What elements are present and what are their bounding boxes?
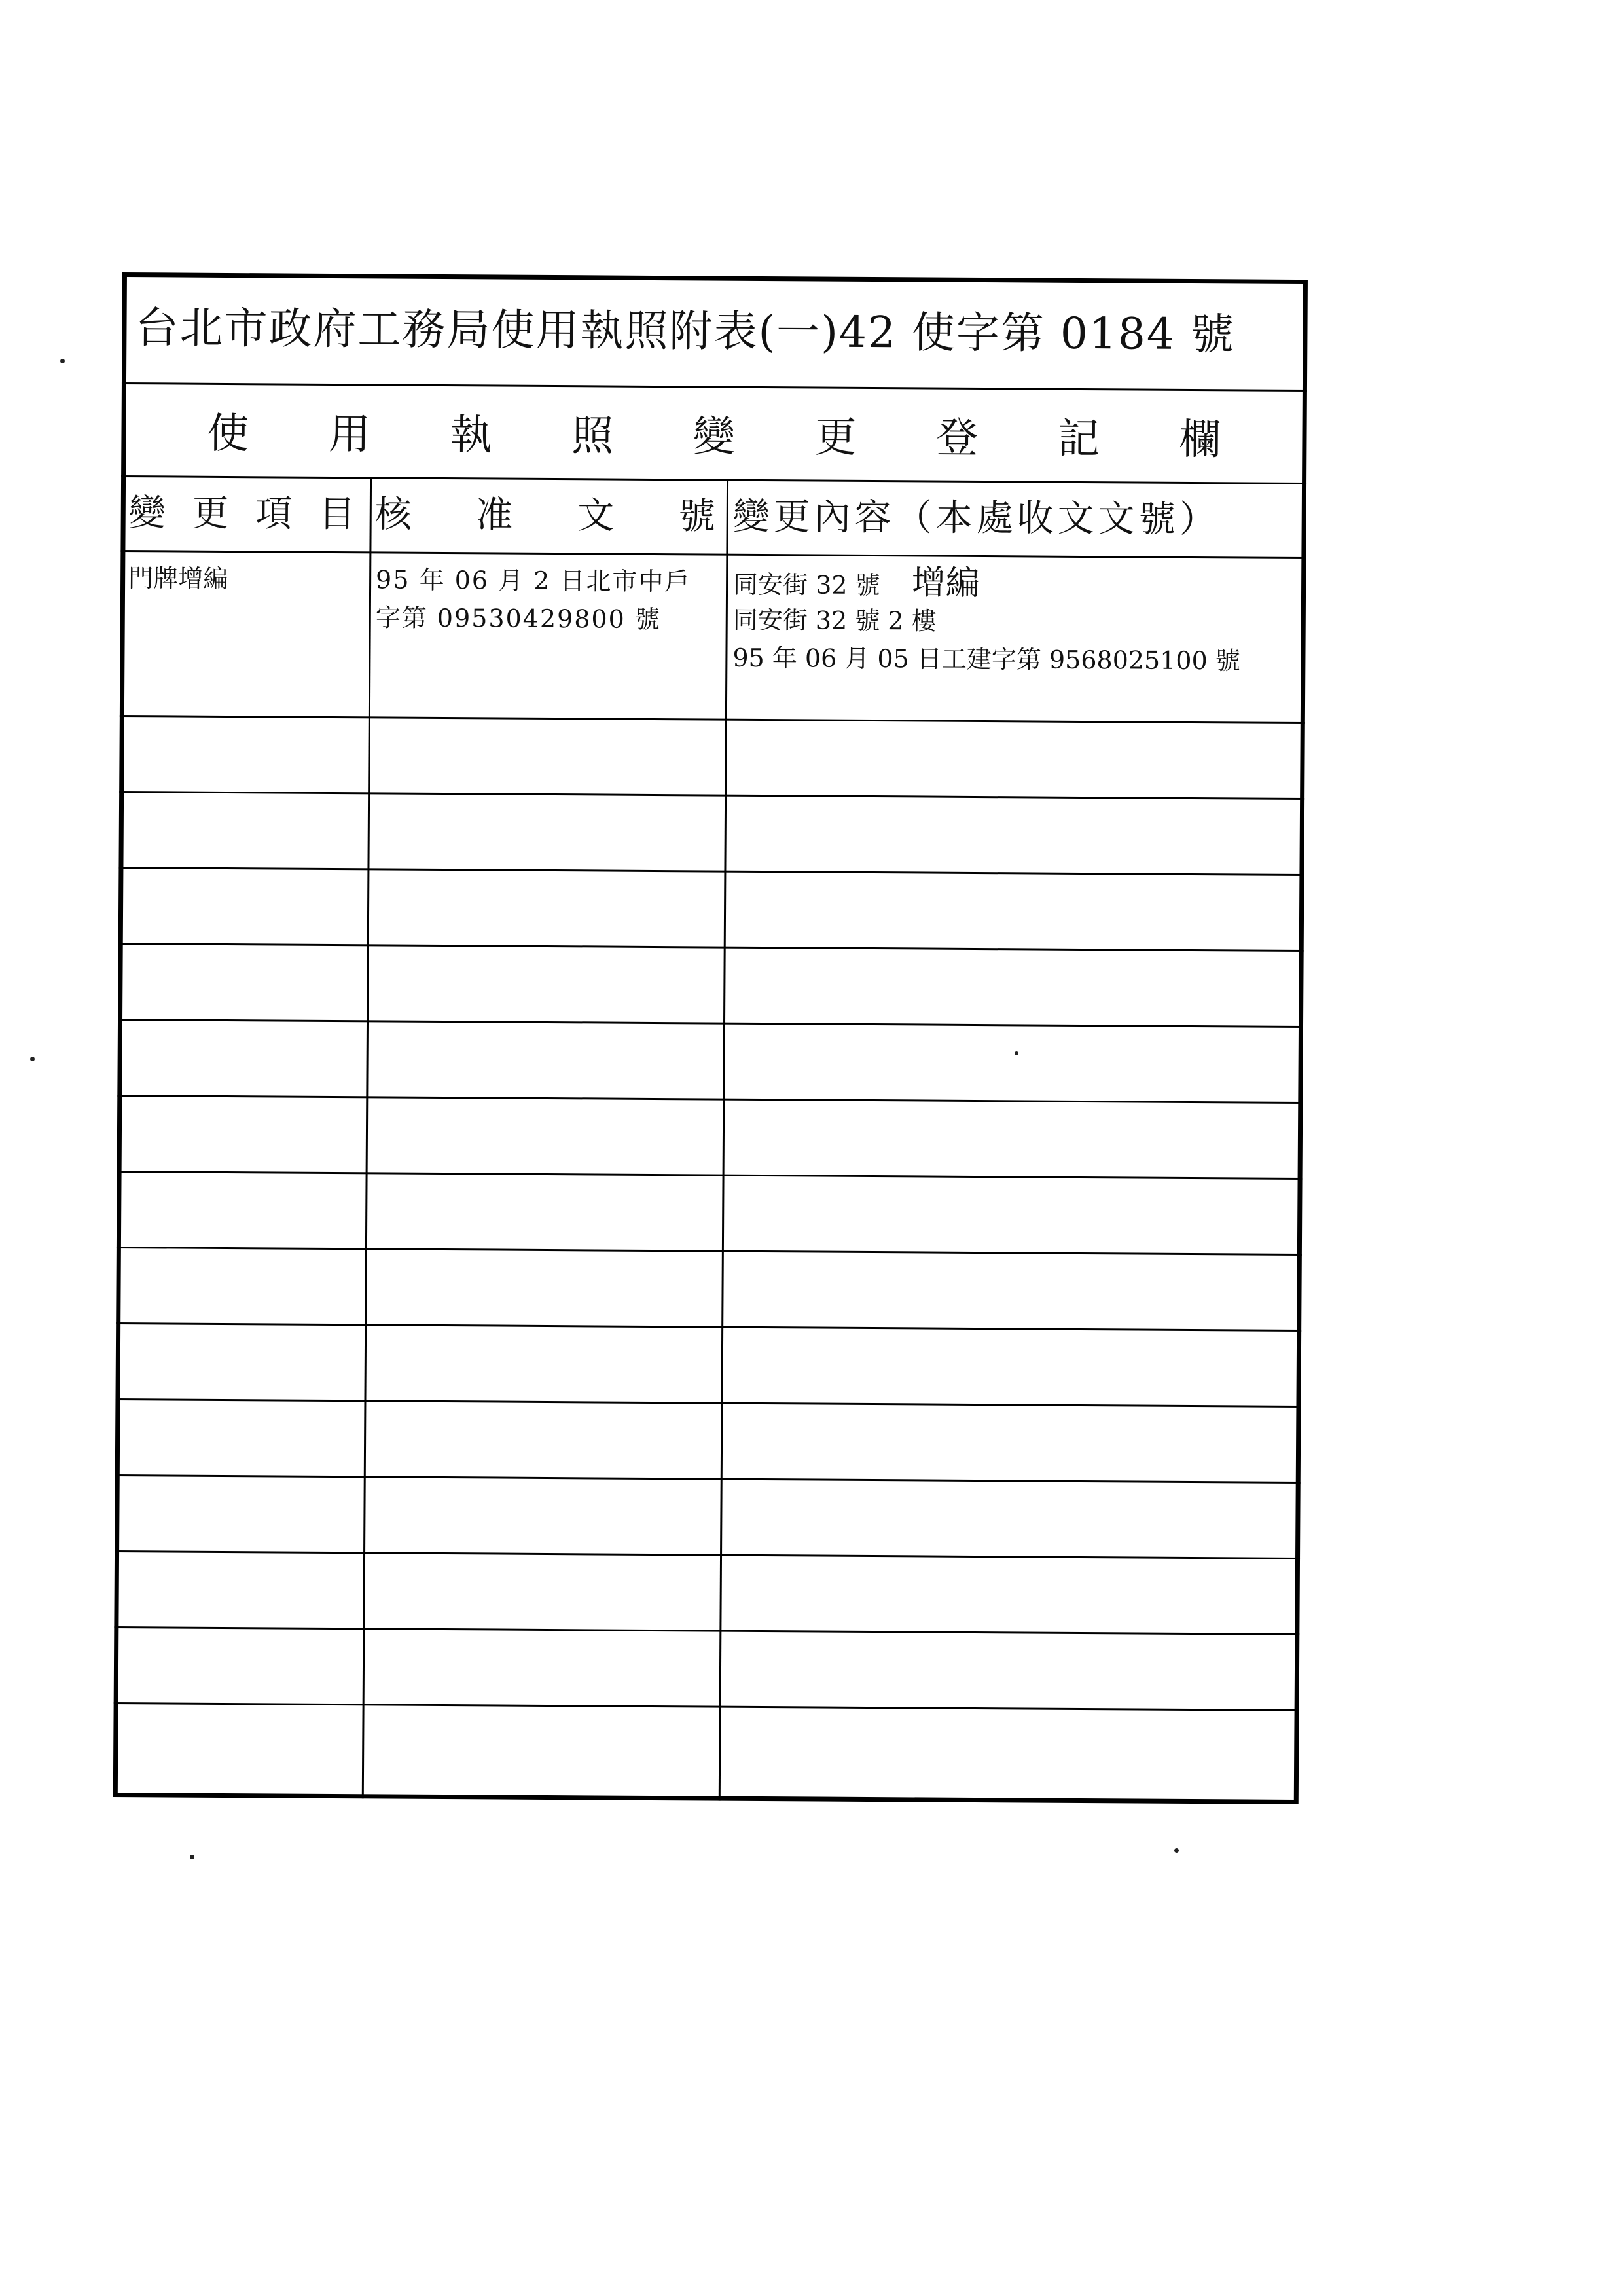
scan-speck <box>1174 1848 1179 1853</box>
content-note: 增編 <box>911 563 980 604</box>
row-1-approval-line-2: 字第 09530429800 號 <box>375 603 662 634</box>
section-heading <box>121 387 1307 479</box>
header-char: 目 <box>318 492 355 536</box>
row-1-content-line-1 <box>733 563 980 605</box>
usage-permit-change-form <box>113 272 1308 1804</box>
scan-speck <box>190 1855 194 1859</box>
heading-char: 用 <box>328 410 371 460</box>
row-1-content-line-3: 95 年 06 月 05 日工建字第 9568025100 號 <box>732 643 1240 676</box>
scan-speck <box>1015 1051 1018 1055</box>
heading-char: 執 <box>450 411 492 460</box>
header-char: 文 <box>577 494 615 538</box>
row-1-approval-line-1: 95 年 06 月 2 日北市中戶 <box>376 565 691 596</box>
scan-speck <box>30 1057 35 1061</box>
heading-char: 記 <box>1057 414 1100 464</box>
column-header-change-item <box>128 481 365 547</box>
header-char: 變 <box>128 492 166 535</box>
scan-speck <box>60 359 65 363</box>
header-char: 項 <box>255 492 293 536</box>
content-address: 同安街 32 號 <box>732 570 880 600</box>
row-1-item: 門牌增編 <box>128 564 228 593</box>
heading-char: 變 <box>692 412 736 462</box>
header-char: 准 <box>476 494 513 537</box>
heading-char: 照 <box>571 412 614 461</box>
row-1-content-line-2: 同安街 32 號 2 樓 <box>732 605 937 636</box>
column-header-approval-number <box>374 482 722 549</box>
heading-char: 使 <box>207 409 249 459</box>
header-char: 更 <box>192 492 229 535</box>
form-title: 台北市政府工務局使用執照附表(一)42 使字第 0184 號 <box>135 302 1236 360</box>
heading-char: 欄 <box>1179 415 1221 465</box>
heading-char: 登 <box>936 414 979 463</box>
heading-char: 更 <box>814 413 857 462</box>
column-header-change-content: 變更內容（本處收文文號） <box>732 495 1220 541</box>
header-char: 號 <box>678 495 715 538</box>
header-char: 核 <box>374 493 412 536</box>
